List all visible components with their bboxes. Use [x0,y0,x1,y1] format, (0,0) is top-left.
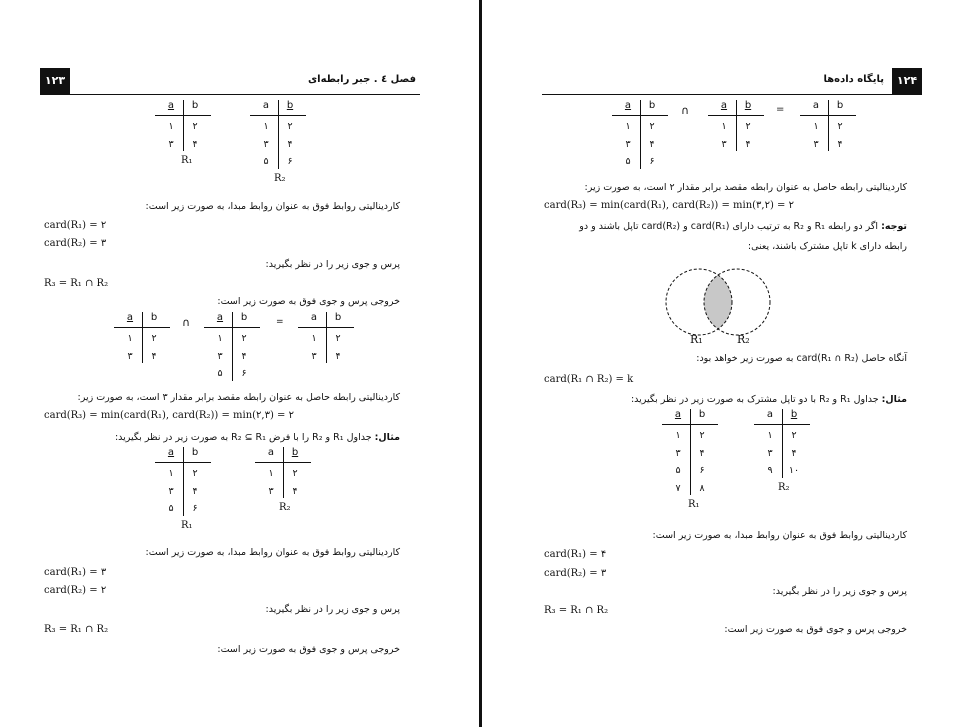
card-r1: card(R₁) = ۲ [44,220,107,231]
venn-label-r1: R₁ [690,333,703,346]
table-cell: ۶ [192,503,198,514]
card-intro: کاردینالیتی روابط فوق به عنوان روابط مبدا، به صورت زیر است: [652,530,907,541]
left-page [0,0,478,727]
table-cell: ۵ [168,503,174,514]
table-header-cell: b [648,100,656,111]
query-formula: R₃ = R₁ ∩ R₂ [544,605,609,616]
equals-symbol: = [276,317,284,327]
table-header-cell: b [291,447,299,458]
example-label: مثال: [374,432,400,443]
table-cell: ۴ [151,350,157,362]
result-note: کاردینالیتی رابطه حاصل به عنوان رابطه مقصد برابر مقدار ۳ است، به صورت زیر: [77,392,400,403]
right-page-header [542,68,922,95]
table-header-cell: a [310,312,318,323]
table-cell: ۴ [287,138,293,150]
left-page-header [40,68,420,95]
table-cell: ۳ [217,350,223,362]
book-title: پایگاه داده‌ها [823,74,884,85]
example-line [631,393,907,406]
query-intro: پرس و جوی زیر را در نظر بگیرید: [772,586,907,597]
table-cell: ۳ [311,350,317,362]
table-cell: ۴ [335,350,341,362]
table-cell: ۱ [217,333,223,344]
table-header-cell: b [698,409,706,420]
table-cell: ۶ [649,156,655,167]
card-formula: card(R₃) = min(card(R₁), card(R₂)) = min(۲,۳) = ۲ [44,410,294,421]
table-cell: ۱ [127,333,133,344]
table-cell: ۲ [241,333,247,344]
output-intro: خروجی پرس و جوی فوق به صورت زیر است: [724,624,907,635]
card-k: card(R₁ ∩ R₂) = k [544,374,634,385]
table-cell: ۱ [168,468,174,479]
table-cell: ۴ [649,138,655,150]
example-label: مثال: [881,394,907,405]
table-header-cell: a [262,100,270,111]
table-cell: ۴ [837,138,843,150]
table-cell: ۶ [287,156,293,167]
table-cell: ۱ [625,121,631,132]
output-intro-2: خروجی پرس و جوی فوق به صورت زیر است: [217,644,400,655]
table-cell: ۲ [649,121,655,132]
table-cell: ۲ [699,430,705,441]
table-cell: ۹ [767,465,773,476]
table-cell: ۲ [837,121,843,132]
table-cell: ۳ [721,138,727,150]
table-cell: ۳ [767,447,773,459]
table-header-cell: a [167,447,175,458]
example-line [115,431,400,444]
page-number: ۱۲۳ [40,68,70,94]
card-intro: کاردینالیتی روابط فوق به عنوان روابط مبدا، به صورت زیر است: [145,201,400,212]
note-line-1 [579,220,907,233]
table-cell: ۳ [675,447,681,459]
venn-diagram [662,266,782,346]
table-header-cell: a [167,100,175,111]
table-cell: ۱ [675,430,681,441]
table-header-cell: b [334,312,342,323]
venn-label-r2: R₂ [737,333,750,346]
table-cell: ۳ [813,138,819,150]
output-intro: خروجی پرس و جوی فوق به صورت زیر است: [217,296,400,307]
table-header-cell: b [240,312,248,323]
card-r2: card(R₂) = ۳ [44,238,107,249]
example-text: جداول R₁ و R₂ با دو تاپل مشترک به صورت زیر در نظر بگیرید: [630,394,879,405]
table-cell: ۵ [217,368,223,379]
table-cell: ۲ [287,121,293,132]
table-cell: ۵ [263,156,269,167]
table-cell: ۳ [625,138,631,150]
table-cell: ۴ [192,138,198,150]
card-r1: card(R₁) = ۴ [544,549,607,560]
table-cell: ۳ [127,350,133,362]
table-cell: ۸ [699,482,705,494]
table-cell: ۱ [721,121,727,132]
table-cell: ۴ [745,138,751,150]
note-label: توجه: [881,221,907,232]
card-r2: card(R₂) = ۳ [544,568,607,579]
table-cell: ۴ [241,350,247,362]
table-cell: ۱ [767,430,773,441]
table-header-cell: b [744,100,752,111]
table-cell: ۴ [791,447,797,459]
table-cell: ۲ [151,333,157,344]
page-number: ۱۲۴ [892,68,922,94]
relation-name: R₁ [181,155,193,166]
table-cell: ۱ [263,121,269,132]
note-text: اگر دو رابطه R₁ و R₂ به ترتیب دارای card(R₁) و card(R₂) تاپل باشند و دو [579,221,879,232]
query-intro-2: پرس و جوی زیر را در نظر بگیرید: [265,604,400,615]
table-header-cell: a [624,100,632,111]
result-note: کاردینالیتی رابطه حاصل به عنوان رابطه مقصد برابر مقدار ۲ است، به صورت زیر: [584,182,907,193]
table-cell: ۲ [192,468,198,479]
example-text: جداول R₁ و R₂ را با فرض R₂ ⊆ R₁ به صورت زیر در نظر بگیرید: [114,432,372,443]
table-header-cell: a [674,409,682,420]
table-header-cell: a [812,100,820,111]
table-header-cell: b [790,409,798,420]
relation-name: R₂ [274,172,286,184]
table-cell: ۳ [168,485,174,497]
table-header-cell: b [150,312,158,323]
table-cell: ۲ [192,121,198,132]
query-formula-2: R₃ = R₁ ∩ R₂ [44,624,109,635]
table-cell: ۶ [699,465,705,476]
table-cell: ۲ [745,121,751,132]
relation-name: R₁ [688,499,700,510]
table-cell: ۷ [675,482,681,494]
table-header-cell: a [766,409,774,420]
chapter-title: فصل ٤ . جبر رابطه‌ای [307,74,416,85]
table-header-cell: a [216,312,224,323]
intersect-symbol: ∩ [182,316,191,329]
table-header-cell: b [286,100,294,111]
card-formula: card(R₃) = min(card(R₁), card(R₂)) = min(۳,۲) = ۲ [544,200,794,211]
table-cell: ۶ [241,368,247,379]
then-text: آنگاه حاصل card(R₁ ∩ R₂) به صورت زیر خواهد بود: [696,353,907,364]
table-cell: ۴ [699,447,705,459]
equals-symbol: = [776,104,785,115]
table-header-cell: b [191,100,199,111]
note-line-2: رابطه دارای k تاپل مشترک باشند، یعنی: [747,241,907,252]
table-cell: ۱ [168,121,174,132]
table-cell: ۲ [292,468,298,479]
table-header-cell: b [836,100,844,111]
card-r2-2: card(R₂) = ۲ [44,585,107,596]
intersect-symbol: ∩ [681,104,690,117]
table-header-cell: b [191,447,199,458]
table-cell: ۵ [625,156,631,167]
table-cell: ۱ [268,468,274,479]
table-cell: ۱۰ [788,465,800,476]
relation-name: R₂ [279,502,291,513]
table-cell: ۲ [335,333,341,344]
table-cell: ۴ [292,485,298,497]
table-header-cell: a [267,447,275,458]
query-intro: پرس و جوی زیر را در نظر بگیرید: [265,259,400,270]
table-header-cell: a [720,100,728,111]
card-intro-2: کاردینالیتی روابط فوق به عنوان روابط مبدا، به صورت زیر است: [145,547,400,558]
table-cell: ۱ [311,333,317,344]
table-header-cell: a [126,312,134,323]
table-cell: ۳ [263,138,269,150]
card-r1-2: card(R₁) = ۳ [44,567,107,578]
table-cell: ۴ [192,485,198,497]
right-page [482,0,962,727]
table-cell: ۳ [268,485,274,497]
table-cell: ۵ [675,465,681,476]
relation-name: R₁ [181,519,193,531]
table-cell: ۳ [168,138,174,150]
table-cell: ۱ [813,121,819,132]
table-cell: ۲ [791,430,797,441]
query-formula: R₃ = R₁ ∩ R₂ [44,278,109,289]
relation-name: R₂ [778,481,790,493]
